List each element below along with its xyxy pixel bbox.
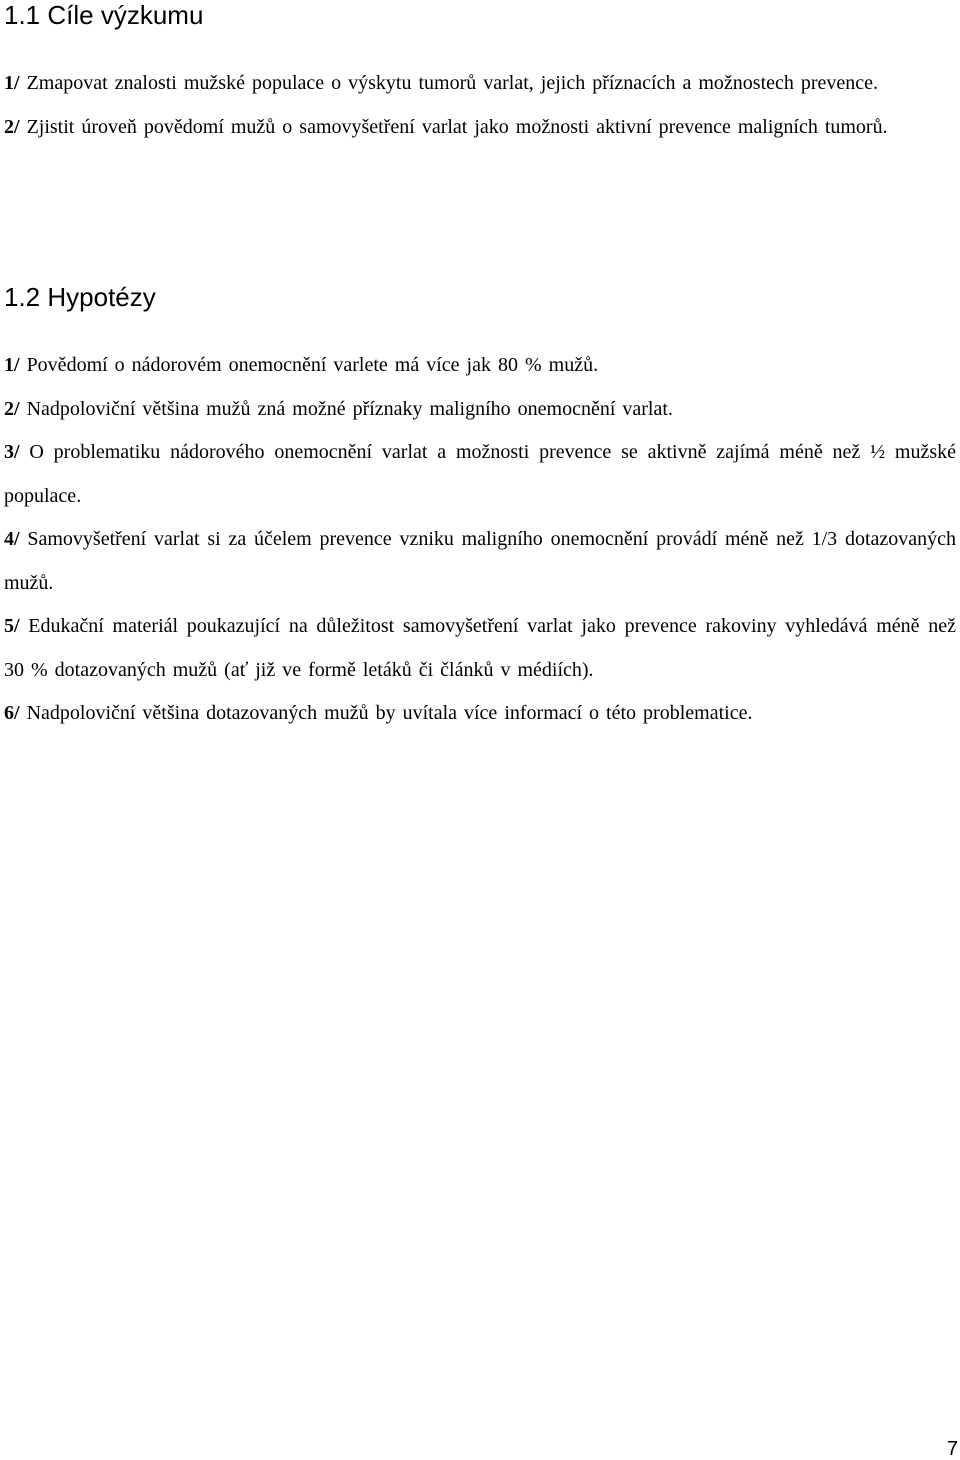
hypothesis-text: Edukační materiál poukazující na důležitost samovyšetření varlat jako prevence rakoviny vyhledává méně než 30 % dotazovaných mužů (ať již ve formě letáků či článků v médiích). <box>4 615 956 681</box>
hypothesis-number: 2/ <box>4 397 20 420</box>
goal-number: 2/ <box>4 115 20 138</box>
hypothesis-item-1 <box>4 354 598 376</box>
section-heading-goals: 1.1 Cíle výzkumu <box>4 0 204 30</box>
hypothesis-number: 3/ <box>4 441 20 463</box>
hypothesis-text: Povědomí o nádorovém onemocnění varlete má více jak 80 % mužů. <box>26 354 599 376</box>
hypothesis-number: 1/ <box>4 354 20 376</box>
hypotheses-list <box>4 344 956 736</box>
hypothesis-text: Nadpoloviční většina dotazovaných mužů by uvítala více informací o této problematice. <box>26 702 753 724</box>
hypothesis-text: Nadpoloviční většina mužů zná možné příznaky maligního onemocnění varlat. <box>26 397 673 420</box>
hypothesis-item-4 <box>4 528 956 594</box>
goal-item-2 <box>4 116 888 138</box>
goal-text: Zjistit úroveň povědomí mužů o samovyšetření varlat jako možnosti aktivní prevence maligních tumorů. <box>26 115 888 138</box>
hypothesis-number: 6/ <box>4 702 20 724</box>
hypothesis-text: Samovyšetření varlat si za účelem prevence vzniku maligního onemocnění provádí méně než 1/3 dotazovaných mužů. <box>4 528 957 594</box>
hypothesis-item-3 <box>4 441 956 507</box>
hypothesis-item-2 <box>4 398 673 420</box>
goal-text: Zmapovat znalosti mužské populace o výskytu tumorů varlat, jejich příznacích a možnostech prevence. <box>26 72 879 94</box>
hypothesis-number: 5/ <box>4 615 20 637</box>
hypothesis-text: O problematiku nádorového onemocnění varlat a možnosti prevence se aktivně zajímá méně než ½ mužské populace. <box>4 441 956 507</box>
goals-list <box>4 62 956 149</box>
goal-number: 1/ <box>4 72 20 94</box>
goal-item-1 <box>4 72 878 94</box>
section-heading-hypotheses: 1.2 Hypotézy <box>4 282 156 312</box>
hypothesis-item-5 <box>4 615 956 681</box>
hypothesis-item-6 <box>4 702 752 724</box>
page-number: 7 <box>946 1438 958 1460</box>
hypothesis-number: 4/ <box>4 528 20 550</box>
